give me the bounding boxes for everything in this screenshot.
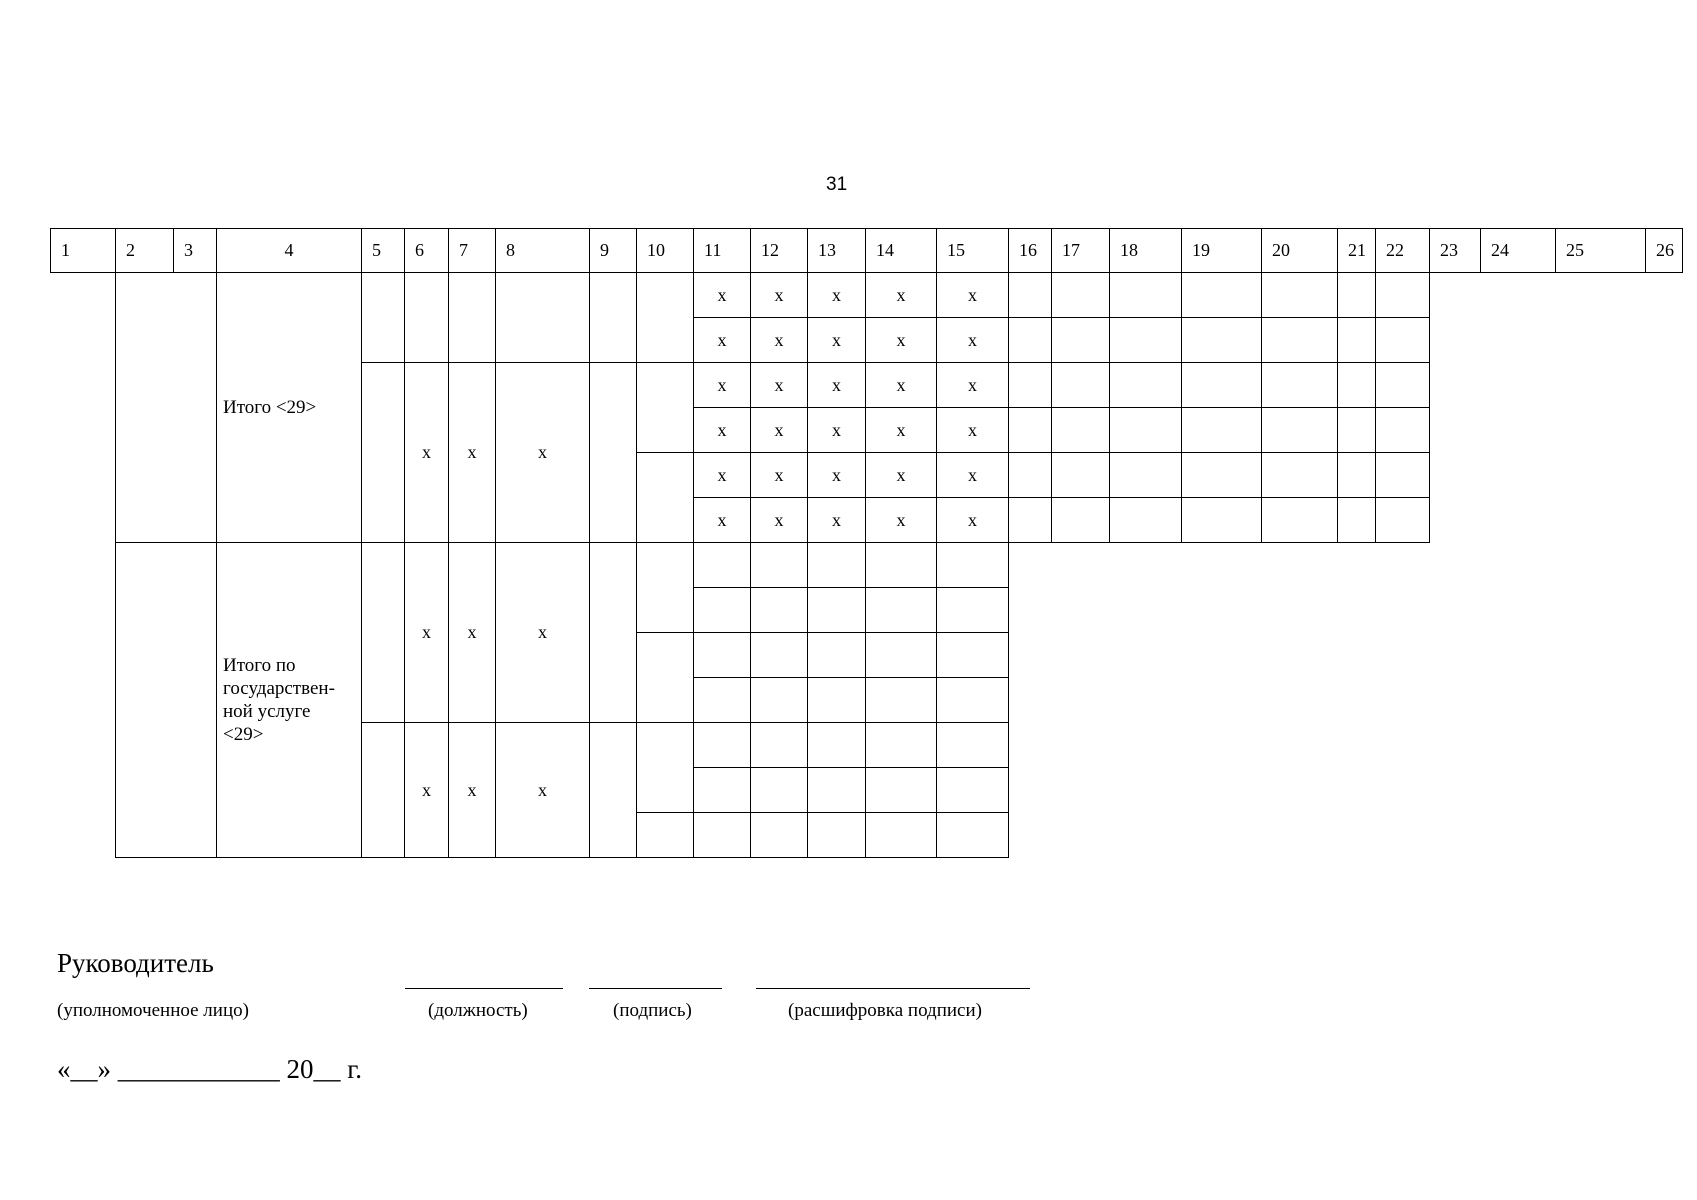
table-cell[interactable] [1008,497,1052,543]
column-number: 9 [589,228,637,273]
x-mark-cell: x [865,362,937,408]
decoding-caption: (расшифровка подписи) [788,1000,982,1021]
x-mark-cell: x [807,272,866,318]
table-cell[interactable] [361,362,405,543]
table-cell[interactable] [865,587,937,633]
table-cell[interactable] [1375,317,1430,363]
table-cell[interactable] [1337,407,1376,453]
x-mark-cell: x [807,497,866,543]
group-cell [115,542,217,858]
signature-caption: (подпись) [613,1000,692,1021]
table-cell[interactable] [1051,272,1110,318]
table-cell[interactable] [936,722,1009,768]
column-number: 8 [495,228,590,273]
column-number: 18 [1109,228,1182,273]
decoding-line[interactable] [756,988,1030,989]
table-cell[interactable] [1181,452,1262,498]
x-mark-cell: x [404,362,449,543]
x-mark-cell: x [750,497,808,543]
x-mark-cell: x [693,317,751,363]
table-cell[interactable] [1375,497,1430,543]
table-cell[interactable] [1181,497,1262,543]
x-mark-cell: x [448,542,496,723]
table-cell[interactable] [1261,497,1338,543]
table-cell[interactable] [750,542,808,588]
table-cell[interactable] [589,362,637,543]
table-cell[interactable] [807,632,866,678]
column-number: 11 [693,228,751,273]
table-cell[interactable] [495,272,590,363]
column-number: 15 [936,228,1009,273]
column-number: 5 [361,228,405,273]
table-cell[interactable] [750,722,808,768]
x-mark-cell: x [865,317,937,363]
table-cell[interactable] [636,722,694,813]
table-cell[interactable] [693,812,751,858]
table-cell[interactable] [1051,407,1110,453]
table-cell[interactable] [1181,407,1262,453]
x-mark-cell: x [936,362,1009,408]
table-cell[interactable] [693,542,751,588]
table-cell[interactable] [1008,272,1052,318]
x-mark-cell: x [693,407,751,453]
table-cell[interactable] [1051,497,1110,543]
table-cell[interactable] [636,632,694,723]
table-cell[interactable] [448,272,496,363]
column-number: 17 [1051,228,1110,273]
x-mark-cell: x [404,542,449,723]
x-mark-cell: x [495,362,590,543]
table-cell[interactable] [1181,272,1262,318]
column-number: 2 [115,228,174,273]
column-number: 24 [1480,228,1556,273]
table-cell[interactable] [750,767,808,813]
table-cell[interactable] [807,677,866,723]
table-cell[interactable] [1008,407,1052,453]
x-mark-cell: x [693,497,751,543]
table-cell[interactable] [1261,407,1338,453]
column-number: 13 [807,228,866,273]
table-cell[interactable] [807,587,866,633]
table-cell[interactable] [1261,272,1338,318]
table-cell[interactable] [807,767,866,813]
x-mark-cell: x [404,722,449,858]
table-cell[interactable] [1337,272,1376,318]
table-cell[interactable] [1051,452,1110,498]
table-cell[interactable] [1375,362,1430,408]
table-cell[interactable] [936,677,1009,723]
column-number: 22 [1375,228,1430,273]
x-mark-cell: x [807,452,866,498]
table-cell[interactable] [1375,407,1430,453]
table-cell[interactable] [1337,362,1376,408]
table-cell[interactable] [589,272,637,363]
column-number: 14 [865,228,937,273]
table-cell[interactable] [636,362,694,453]
x-mark-cell: x [936,452,1009,498]
column-number: 4 [216,228,362,273]
x-mark-cell: x [936,497,1009,543]
x-mark-cell: x [495,722,590,858]
column-number: 23 [1429,228,1481,273]
table-cell[interactable] [693,677,751,723]
x-mark-cell: x [750,407,808,453]
table-cell[interactable] [865,812,937,858]
table-cell[interactable] [865,722,937,768]
table-cell[interactable] [693,767,751,813]
column-number: 16 [1008,228,1052,273]
column-number: 3 [173,228,217,273]
table-cell[interactable] [750,632,808,678]
column-number: 26 [1645,228,1683,273]
table-cell[interactable] [1051,317,1110,363]
x-mark-cell: x [807,362,866,408]
table-cell[interactable] [1109,452,1182,498]
table-cell[interactable] [693,587,751,633]
table-cell[interactable] [1109,362,1182,408]
x-mark-cell: x [807,317,866,363]
column-number: 6 [404,228,449,273]
table-cell[interactable] [936,632,1009,678]
x-mark-cell: x [750,362,808,408]
x-mark-cell: x [865,407,937,453]
table-cell[interactable] [1181,362,1262,408]
table-cell[interactable] [589,542,637,723]
x-mark-cell: x [936,272,1009,318]
x-mark-cell: x [865,497,937,543]
table-cell[interactable] [807,722,866,768]
table-cell[interactable] [936,767,1009,813]
table-cell[interactable] [807,542,866,588]
table-cell[interactable] [361,272,405,363]
x-mark-cell: x [750,452,808,498]
service-total-label [216,542,362,858]
x-mark-cell: x [936,317,1009,363]
table-cell[interactable] [1261,362,1338,408]
table-cell[interactable] [636,452,694,543]
table-cell[interactable] [636,542,694,633]
x-mark-cell: x [448,722,496,858]
table-cell[interactable] [1051,362,1110,408]
table-cell[interactable] [750,587,808,633]
table-cell[interactable] [750,812,808,858]
x-mark-cell: x [693,452,751,498]
table-cell[interactable] [865,767,937,813]
table-cell[interactable] [1261,452,1338,498]
total-label-text: Итого <29> [223,397,317,418]
table-cell[interactable] [1109,272,1182,318]
table-cell[interactable] [589,722,637,858]
table-cell[interactable] [1337,452,1376,498]
table-cell[interactable] [636,272,694,363]
x-mark-cell: x [865,272,937,318]
x-mark-cell: x [495,542,590,723]
signature-line[interactable] [589,988,722,989]
page-number: 31 [826,174,848,195]
table-cell[interactable] [1109,407,1182,453]
table-cell[interactable] [1337,497,1376,543]
table-cell[interactable] [865,632,937,678]
x-mark-cell: x [865,452,937,498]
table-cell[interactable] [1375,452,1430,498]
total-label [216,272,362,543]
column-number: 12 [750,228,808,273]
table-cell[interactable] [865,542,937,588]
table-cell[interactable] [361,722,405,858]
x-mark-cell: x [693,272,751,318]
table-cell[interactable] [693,722,751,768]
column-number: 10 [636,228,694,273]
x-mark-cell: x [807,407,866,453]
column-number: 19 [1181,228,1262,273]
column-number: 21 [1337,228,1376,273]
table-cell[interactable] [1109,317,1182,363]
signature-title: Руководитель [57,948,214,978]
position-caption: (должность) [428,1000,528,1021]
service-total-label-text: Итого по государствен-ной услуге <29> [223,655,335,745]
column-number: 25 [1555,228,1646,273]
column-number: 1 [50,228,116,273]
date-line[interactable]: «__» ____________ 20__ г. [57,1054,363,1084]
table-cell[interactable] [1261,317,1338,363]
table-cell[interactable] [1181,317,1262,363]
table-cell[interactable] [361,542,405,723]
position-line[interactable] [405,988,563,989]
x-mark-cell: x [936,407,1009,453]
x-mark-cell: x [750,317,808,363]
table-cell[interactable] [1008,452,1052,498]
table-cell[interactable] [750,677,808,723]
table-cell[interactable] [936,542,1009,588]
table-cell[interactable] [936,812,1009,858]
table-cell[interactable] [865,677,937,723]
table-cell[interactable] [404,272,449,363]
x-mark-cell: x [448,362,496,543]
table-cell[interactable] [693,632,751,678]
table-cell[interactable] [936,587,1009,633]
table-cell[interactable] [1337,317,1376,363]
column-number: 20 [1261,228,1338,273]
table-cell[interactable] [1109,497,1182,543]
table-cell[interactable] [1375,272,1430,318]
column-number: 7 [448,228,496,273]
signature-subtitle: (уполномоченное лицо) [57,1000,249,1021]
group-cell [115,272,217,543]
table-cell[interactable] [1008,362,1052,408]
table-cell[interactable] [636,812,694,858]
x-mark-cell: x [693,362,751,408]
table-cell[interactable] [807,812,866,858]
table-cell[interactable] [1008,317,1052,363]
x-mark-cell: x [750,272,808,318]
